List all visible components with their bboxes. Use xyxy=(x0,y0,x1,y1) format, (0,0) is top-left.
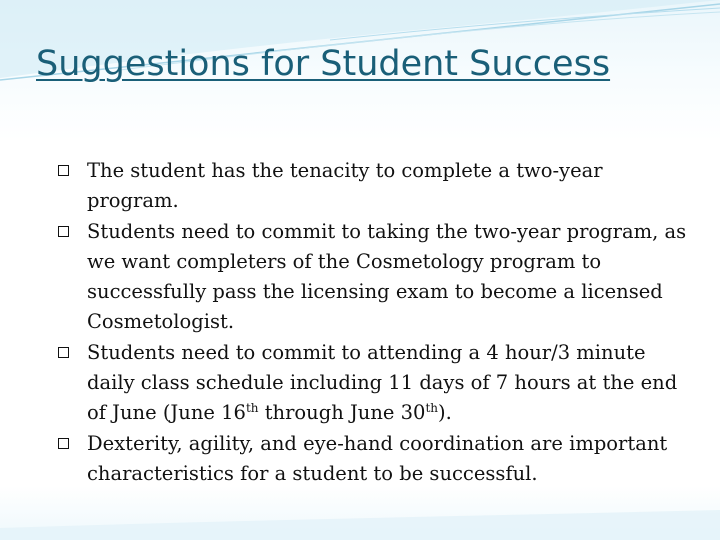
checkbox-bullet-icon xyxy=(58,226,69,237)
bullet-text: The student has the tenacity to complete a two-year program. xyxy=(87,159,603,213)
bullet-item xyxy=(56,217,696,338)
bullet-text: Students need to commit to taking the two-year program, as we want completers of the Cosmetology program to successfully pass the licensing exam to become a licensed Cosmetologist. xyxy=(87,219,687,334)
bullet-list xyxy=(56,156,696,489)
checkbox-bullet-icon xyxy=(58,347,69,358)
bullet-text-start: Students need to commit to attending a 4 hour/3 minute daily class schedule including 11 days of 7 hours at the end of June (June 16 xyxy=(87,340,678,425)
checkbox-bullet-icon xyxy=(58,165,69,176)
bullet-text: Dexterity, agility, and eye-hand coordination are important characteristics for a student to be successful. xyxy=(87,431,668,485)
bullet-item xyxy=(56,156,696,217)
bullet-item xyxy=(56,429,696,490)
checkbox-bullet-icon xyxy=(58,438,69,449)
superscript-th: th xyxy=(245,401,259,416)
bullet-text-end: ). xyxy=(438,401,452,425)
slide-title: Suggestions for Student Success xyxy=(36,44,611,84)
superscript-th: th xyxy=(425,401,439,416)
bullet-text-middle: through June 30 xyxy=(258,401,426,425)
bullet-item xyxy=(56,338,696,429)
